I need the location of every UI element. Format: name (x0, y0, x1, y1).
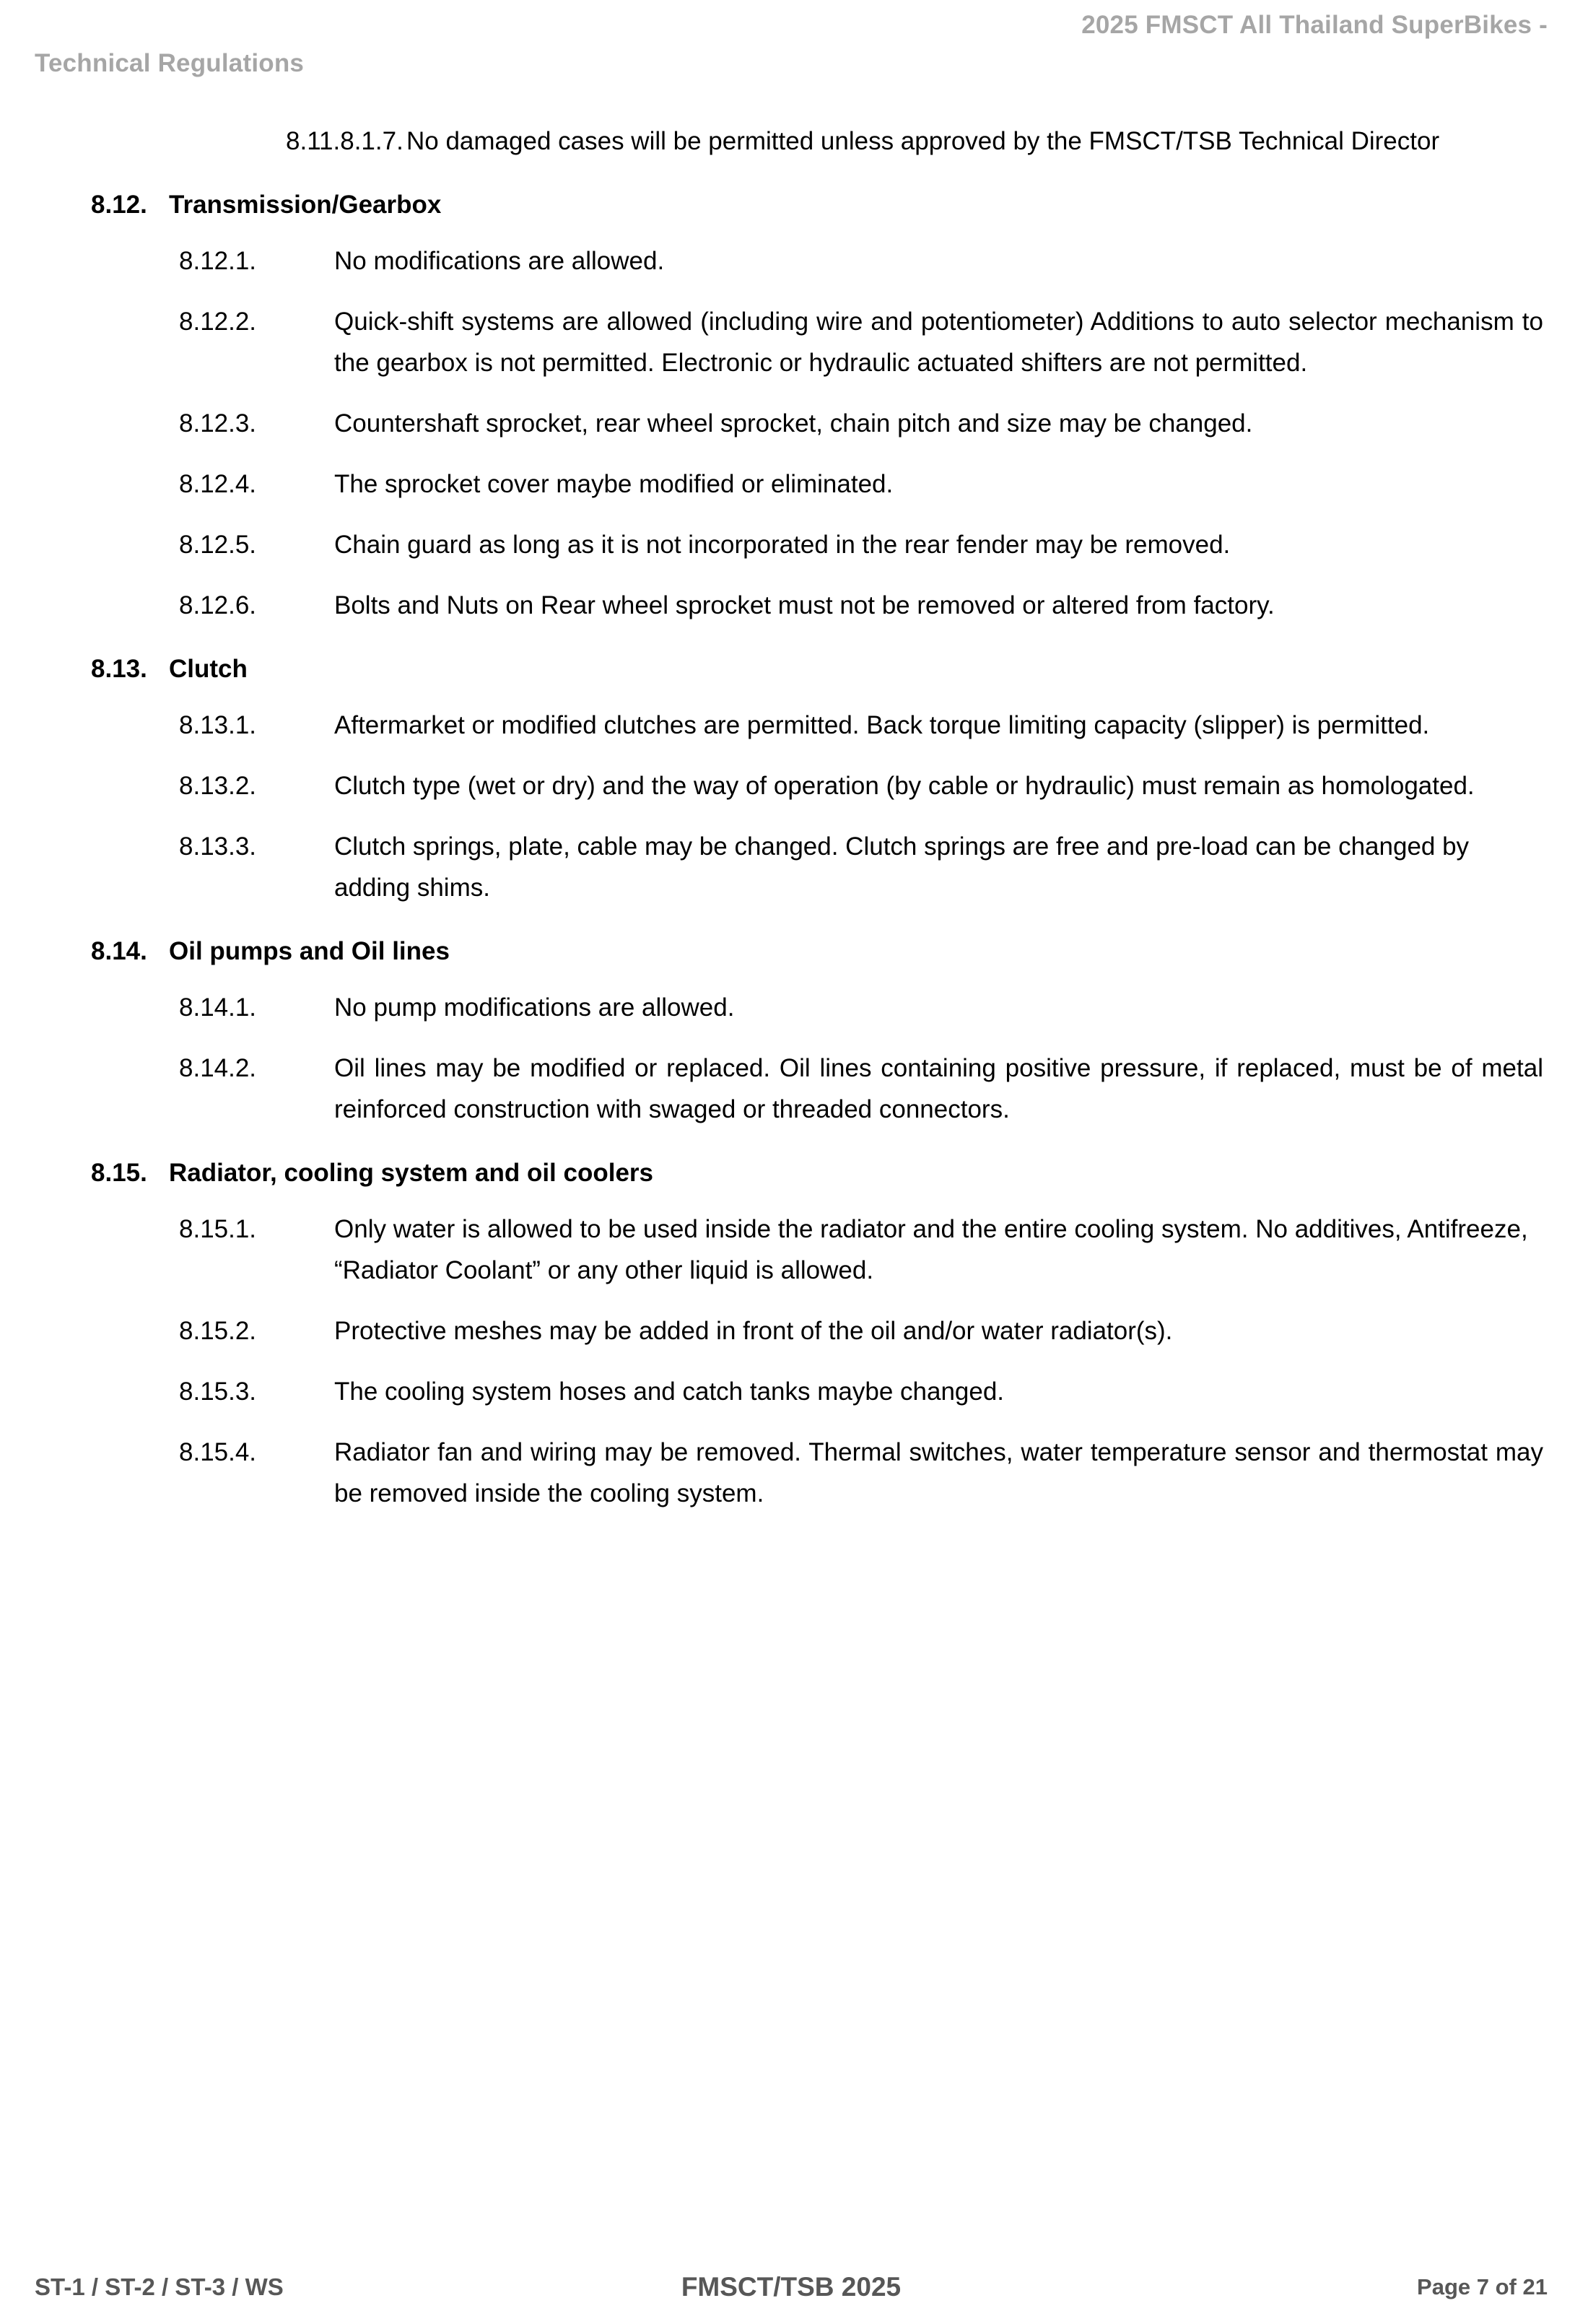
clause-text: No modifications are allowed. (334, 247, 665, 275)
clause-number: 8.13.2. (179, 772, 257, 800)
clause-number: 8.11.8.1.7. (286, 127, 403, 155)
clause-row (35, 1048, 1548, 1130)
clause-row (35, 301, 1548, 383)
clause-row (35, 1310, 1548, 1352)
clause-number: 8.13.1. (179, 711, 257, 739)
section-heading-number: 8.15. (91, 1159, 147, 1187)
section-heading (35, 936, 1548, 967)
clause-row (35, 1371, 1548, 1412)
clause-row (35, 765, 1548, 806)
clause-number: 8.12.6. (179, 591, 257, 619)
clause-row (35, 464, 1548, 505)
clause-number: 8.12.2. (179, 308, 257, 336)
clause-number: 8.12.5. (179, 531, 257, 559)
clause-number: 8.12.3. (179, 409, 257, 438)
clause-text: Aftermarket or modified clutches are permitted. Back torque limiting capacity (slipper) is permitted. (334, 711, 1430, 739)
clause-text: Clutch type (wet or dry) and the way of operation (by cable or hydraulic) must remain as homologated. (334, 772, 1475, 800)
clause-text: Bolts and Nuts on Rear wheel sprocket must not be removed or altered from factory. (334, 591, 1275, 619)
clause-row (35, 403, 1548, 444)
clause-text: No pump modifications are allowed. (334, 993, 735, 1022)
section-heading-number: 8.13. (91, 655, 147, 683)
header-title-line-1: 2025 FMSCT All Thailand SuperBikes - (1081, 11, 1548, 39)
clause-text: The cooling system hoses and catch tanks maybe changed. (334, 1378, 1005, 1406)
clause-number: 8.15.1. (179, 1215, 257, 1243)
footer-organization: FMSCT/TSB 2025 (681, 2272, 902, 2302)
clause-row (35, 524, 1548, 565)
clause-text: The sprocket cover maybe modified or eliminated. (334, 470, 894, 498)
clause-text: Countershaft sprocket, rear wheel sprocket, chain pitch and size may be changed. (334, 409, 1253, 438)
clause-text: Chain guard as long as it is not incorporated in the rear fender may be removed. (334, 531, 1231, 559)
section-heading-title: Transmission/Gearbox (169, 191, 442, 219)
section-heading (35, 653, 1548, 685)
clause-text: Only water is allowed to be used inside the radiator and the entire cooling system. No additives, Antifreeze, “Radiator Coolant” or any other liquid is allowed. (334, 1215, 1528, 1284)
clause-row (35, 705, 1548, 746)
clause-number: 8.14.2. (179, 1054, 257, 1082)
clause-text: Protective meshes may be added in front of the oil and/or water radiator(s). (334, 1317, 1173, 1345)
clause-row (35, 826, 1548, 908)
clause-number: 8.15.3. (179, 1378, 257, 1406)
clause-row (35, 121, 1548, 162)
section-heading-number: 8.12. (91, 191, 147, 219)
section-heading-title: Radiator, cooling system and oil coolers (169, 1159, 653, 1187)
clause-text: Radiator fan and wiring may be removed. Thermal switches, water temperature sensor and thermostat may be removed inside the cooling system. (334, 1438, 1543, 1507)
clause-row (35, 240, 1548, 282)
page-footer (35, 2269, 1548, 2305)
section-heading-title: Clutch (169, 655, 248, 683)
section-heading-number: 8.14. (91, 937, 147, 965)
clause-text: Clutch springs, plate, cable may be changed. Clutch springs are free and pre-load can be changed by adding shims. (334, 832, 1470, 902)
clause-row (35, 1209, 1548, 1291)
clause-number: 8.15.2. (179, 1317, 257, 1345)
page-header (35, 6, 1548, 87)
clause-number: 8.13.3. (179, 832, 257, 861)
clause-text: Quick-shift systems are allowed (including wire and potentiometer) Additions to auto selector mechanism to the gearbox is not permitted. Electronic or hydraulic actuated shifters are not permitted. (334, 308, 1543, 377)
clause-row (35, 1432, 1548, 1514)
clause-text: Oil lines may be modified or replaced. Oil lines containing positive pressure, if replaced, must be of metal reinforced construction with swaged or threaded connectors. (334, 1054, 1543, 1123)
header-title-line-2: Technical Regulations (35, 49, 305, 77)
clause-row (35, 987, 1548, 1028)
clause-row (35, 585, 1548, 626)
clause-number: 8.12.4. (179, 470, 257, 498)
clause-number: 8.14.1. (179, 993, 257, 1022)
footer-page-number: Page 7 of 21 (1417, 2274, 1548, 2299)
clause-text: No damaged cases will be permitted unless approved by the FMSCT/TSB Technical Director (406, 127, 1440, 155)
clause-number: 8.15.4. (179, 1438, 257, 1466)
document-body (0, 101, 1575, 1514)
section-heading-title: Oil pumps and Oil lines (169, 937, 450, 965)
section-heading (35, 1157, 1548, 1189)
clause-number: 8.12.1. (179, 247, 257, 275)
footer-class-codes: ST-1 / ST-2 / ST-3 / WS (35, 2273, 284, 2300)
section-heading (35, 189, 1548, 221)
